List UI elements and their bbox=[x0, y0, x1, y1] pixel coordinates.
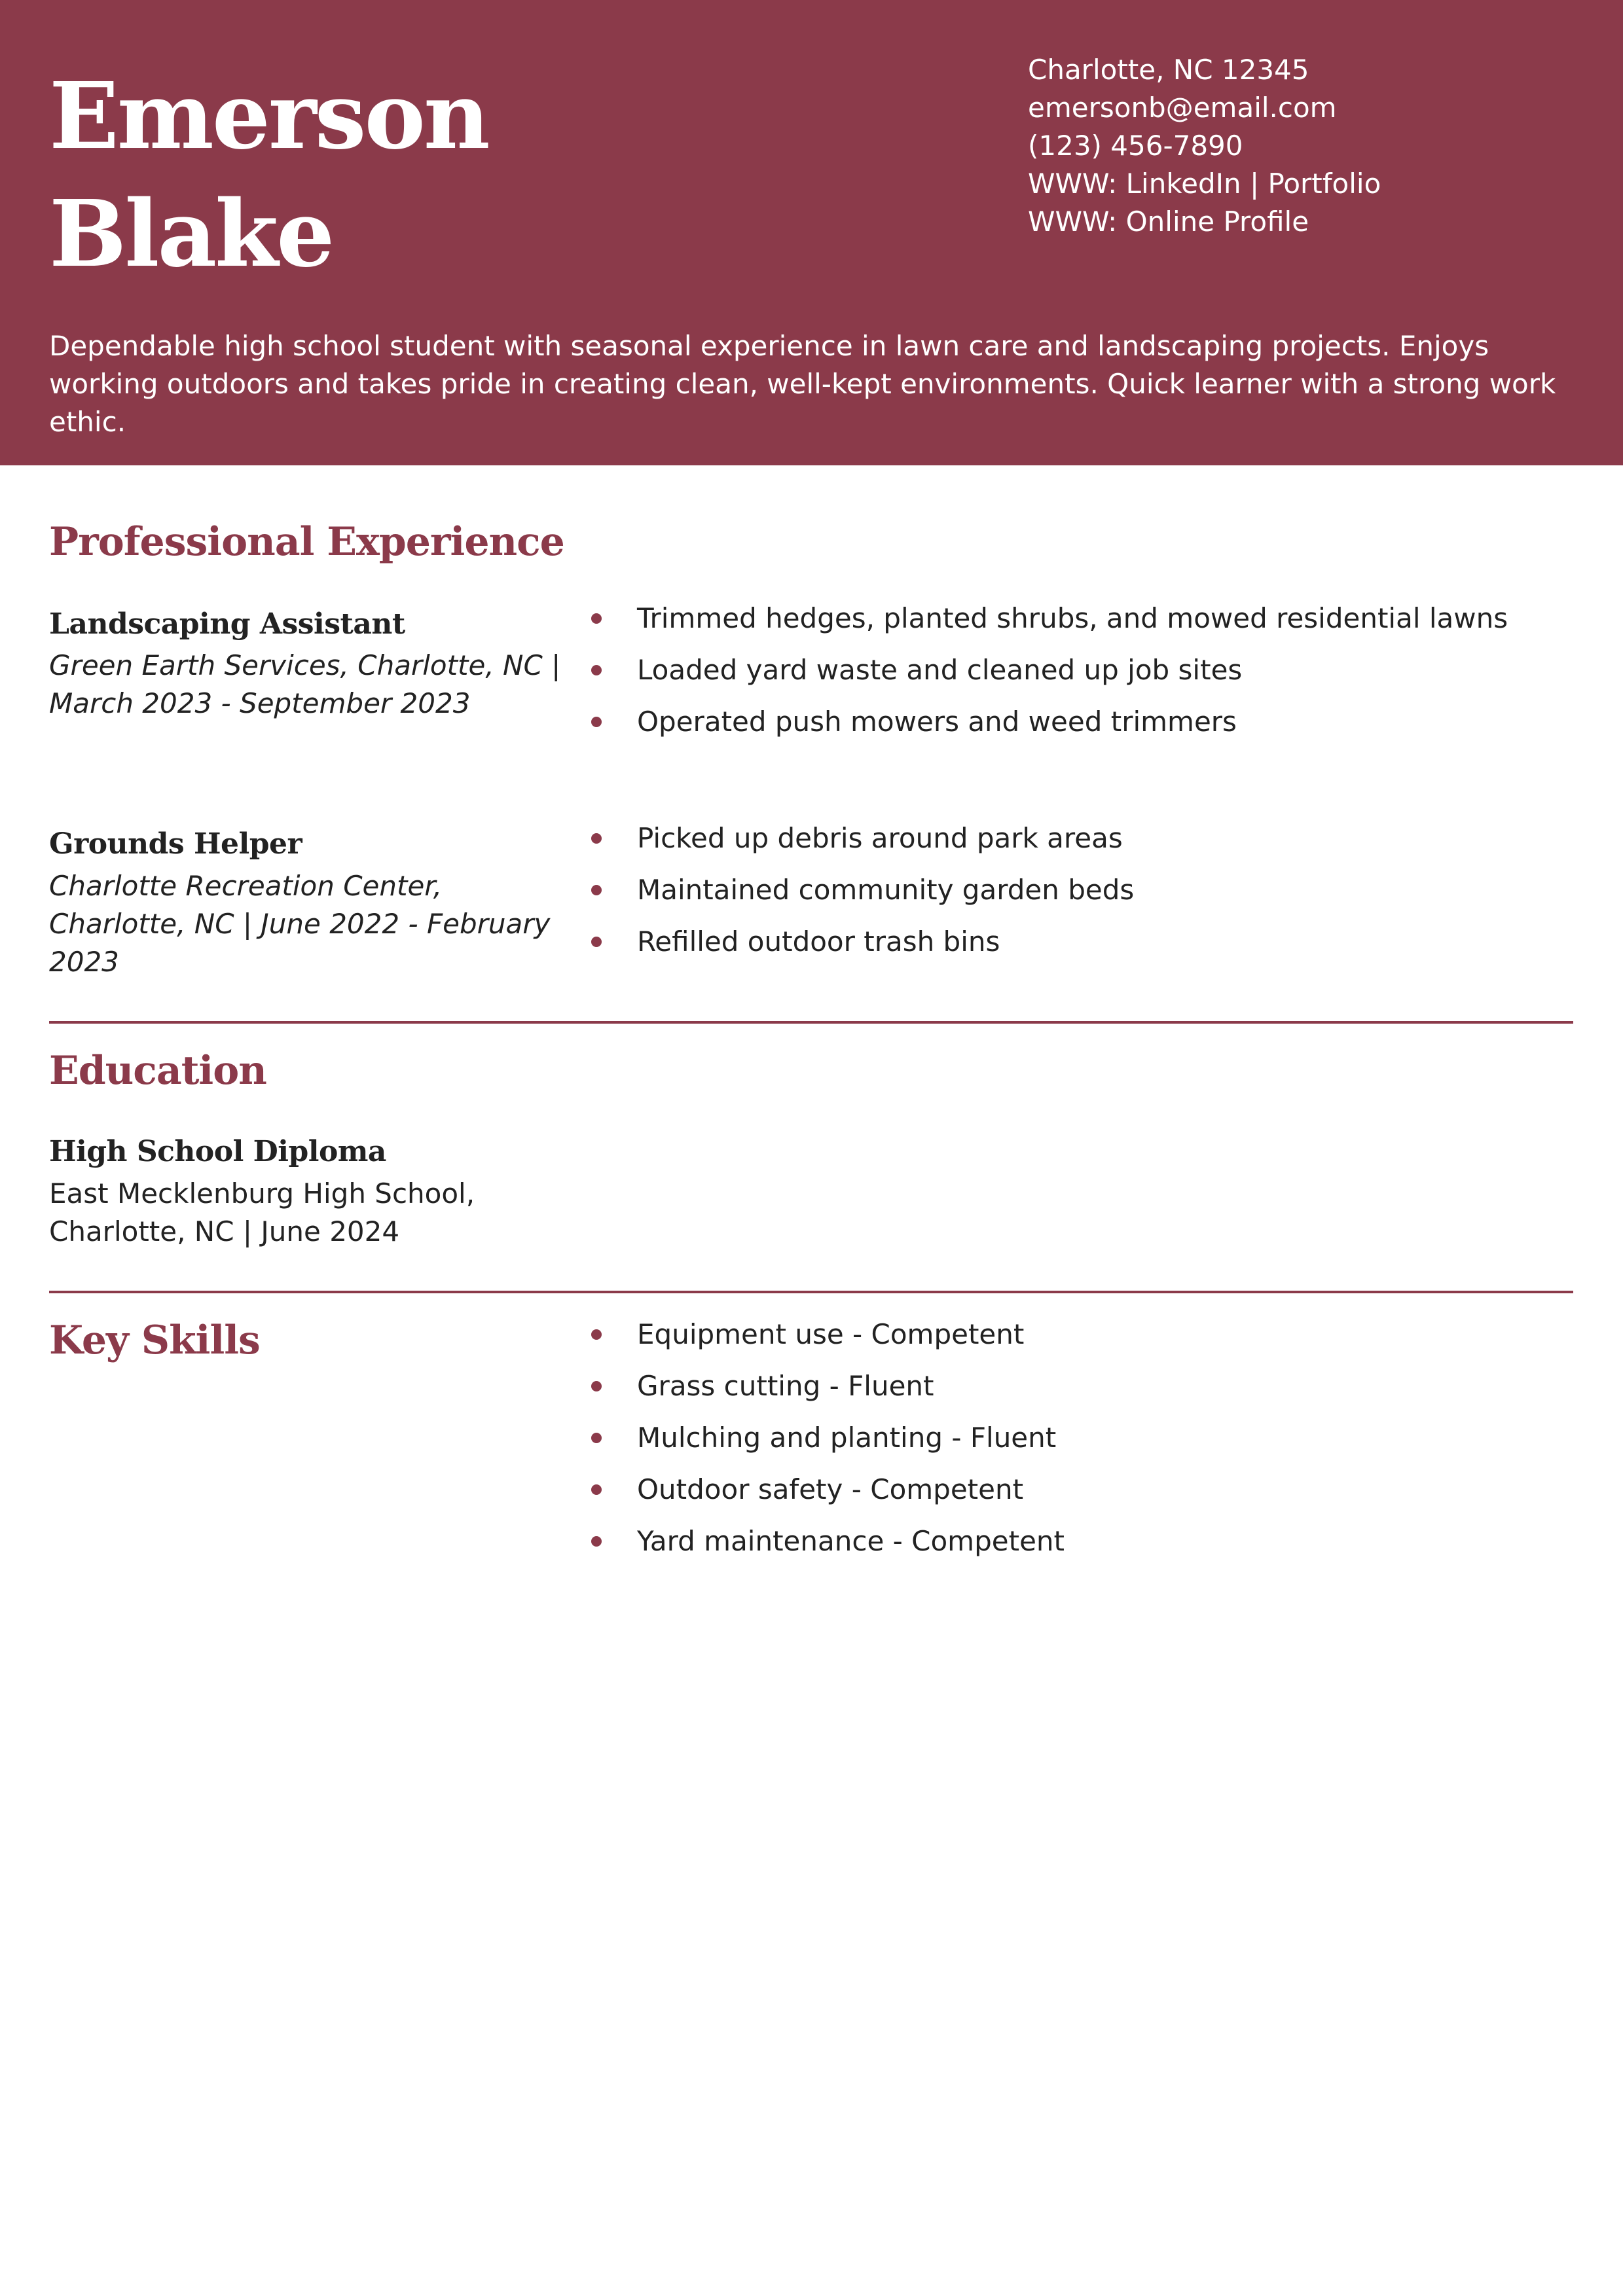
bullet-text: Refilled outdoor trash bins bbox=[637, 925, 1000, 958]
bullet-icon bbox=[591, 1536, 602, 1547]
section-divider bbox=[49, 1021, 1573, 1024]
skills-heading: Key Skills bbox=[49, 1318, 260, 1363]
list-item bbox=[591, 1515, 1573, 1567]
job-title: Landscaping Assistant bbox=[49, 607, 405, 641]
bullet-text: Operated push mowers and weed trimmers bbox=[637, 706, 1237, 738]
bullet-icon bbox=[591, 937, 602, 947]
section-divider bbox=[49, 1291, 1573, 1293]
bullet-icon bbox=[591, 1329, 602, 1340]
job-meta: Charlotte Recreation Center, Charlotte, NC | June 2022 - February 2023 bbox=[49, 870, 551, 978]
bullet-icon bbox=[591, 665, 602, 675]
skill-text: Yard maintenance - Competent bbox=[637, 1525, 1065, 1557]
job-title: Grounds Helper bbox=[49, 827, 302, 861]
bullet-icon bbox=[591, 833, 602, 844]
first-name: Emerson bbox=[49, 63, 488, 170]
bullet-icon bbox=[591, 1381, 602, 1391]
candidate-name bbox=[49, 58, 900, 293]
list-item bbox=[591, 1360, 1573, 1412]
list-item bbox=[591, 864, 1573, 916]
list-item bbox=[591, 644, 1573, 696]
contact-links[interactable]: WWW: LinkedIn | Portfolio bbox=[1028, 168, 1381, 200]
job-meta: Green Earth Services, Charlotte, NC | March 2023 - September 2023 bbox=[49, 649, 561, 719]
skills-list bbox=[591, 1308, 1573, 1567]
skill-text: Grass cutting - Fluent bbox=[637, 1370, 934, 1402]
list-item bbox=[591, 1412, 1573, 1463]
bullet-text: Loaded yard waste and cleaned up job sites bbox=[637, 654, 1243, 686]
contact-location: Charlotte, NC 12345 bbox=[1028, 54, 1309, 86]
contact-info bbox=[1028, 51, 1591, 241]
bullet-text: Trimmed hedges, planted shrubs, and mowed residential lawns bbox=[637, 602, 1508, 634]
list-item bbox=[591, 592, 1573, 644]
resume-header bbox=[0, 0, 1623, 465]
education-heading: Education bbox=[49, 1048, 266, 1094]
list-item bbox=[591, 916, 1573, 967]
list-item bbox=[591, 812, 1573, 864]
job-bullets bbox=[591, 592, 1573, 747]
list-item bbox=[591, 1463, 1573, 1515]
job-bullets bbox=[591, 812, 1573, 967]
skill-text: Equipment use - Competent bbox=[637, 1318, 1025, 1350]
skill-text: Mulching and planting - Fluent bbox=[637, 1422, 1057, 1454]
bullet-text: Maintained community garden beds bbox=[637, 874, 1135, 906]
list-item bbox=[591, 1308, 1573, 1360]
contact-email[interactable]: emersonb@email.com bbox=[1028, 92, 1337, 124]
skill-text: Outdoor safety - Competent bbox=[637, 1473, 1024, 1505]
last-name: Blake bbox=[49, 181, 333, 288]
degree-title: High School Diploma bbox=[49, 1135, 386, 1168]
summary-text: Dependable high school student with seasonal experience in lawn care and landscaping projects. Enjoys working outdoors and takes pride in creating clean, well-kept environments. Quick learner with a strong work ethic. bbox=[49, 330, 1556, 438]
bullet-icon bbox=[591, 885, 602, 895]
bullet-text: Picked up debris around park areas bbox=[637, 822, 1123, 854]
bullet-icon bbox=[591, 1484, 602, 1495]
contact-profile[interactable]: WWW: Online Profile bbox=[1028, 206, 1309, 238]
bullet-icon bbox=[591, 613, 602, 624]
contact-phone: (123) 456-7890 bbox=[1028, 130, 1243, 162]
list-item bbox=[591, 696, 1573, 747]
bullet-icon bbox=[591, 717, 602, 727]
experience-heading: Professional Experience bbox=[49, 519, 564, 565]
bullet-icon bbox=[591, 1433, 602, 1443]
school-meta: East Mecklenburg High School, Charlotte, NC | June 2024 bbox=[49, 1177, 475, 1247]
